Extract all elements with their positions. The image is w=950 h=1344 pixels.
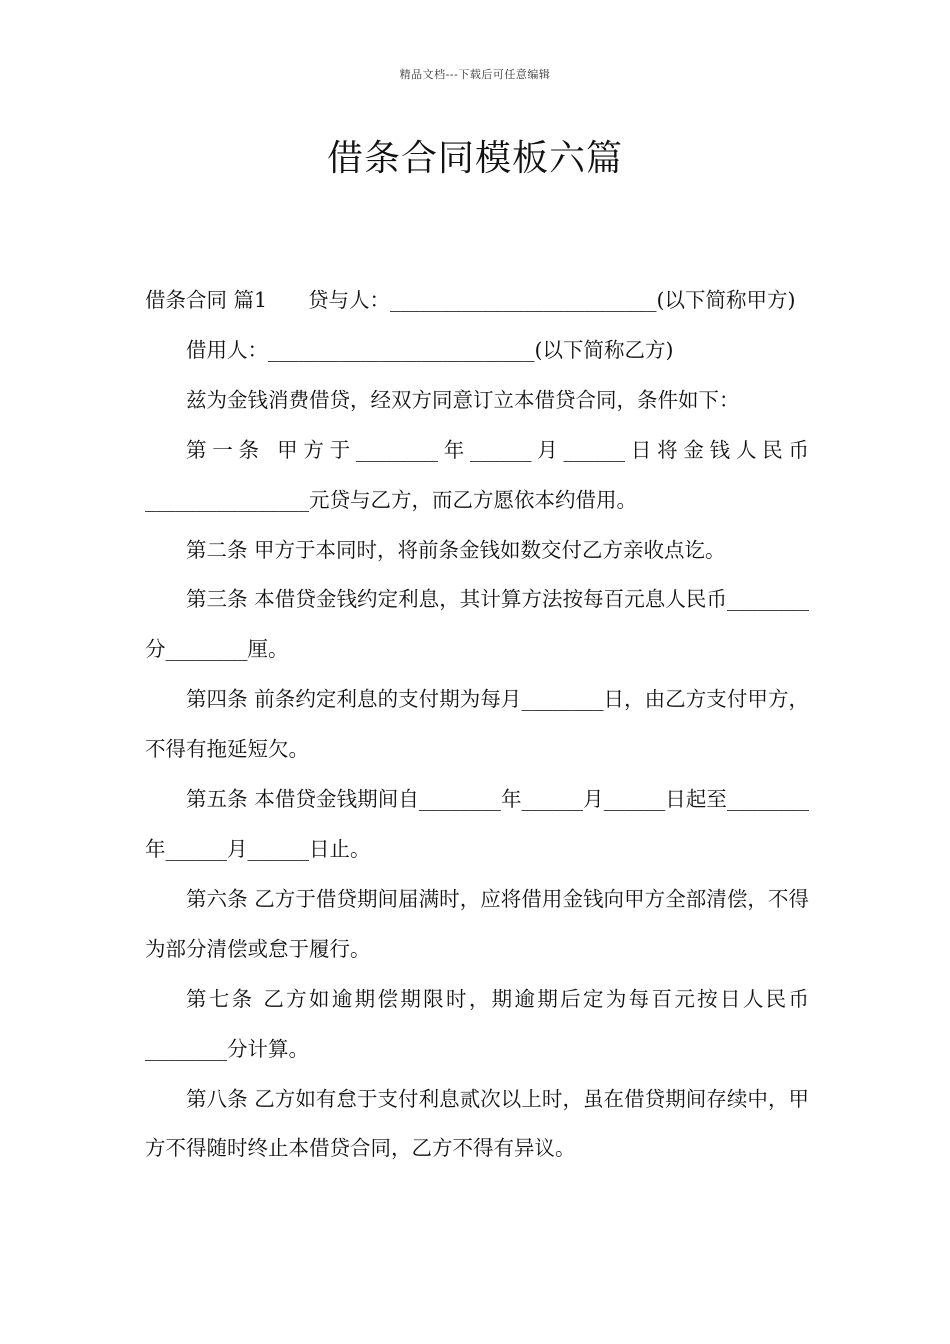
paragraph-article-7: 第七条 乙方如逾期偿期限时，期逾期后定为每百元按日人民币________分计算。 [145,986,809,1061]
paragraph-article-5: 第五条 本借贷金钱期间自________年______月______日起至________年______月______日止。 [145,787,809,861]
document-body [145,276,809,1174]
paragraph-article-1: 第一条 甲方于________年______月______日将金钱人民币________________元贷与乙方，而乙方愿依本约借用。 [145,437,809,512]
paragraph-article-2: 第二条 甲方于本同时，将前条金钱如数交付乙方亲收点讫。 [186,537,726,562]
document-title: 借条合同模板六篇 [326,138,623,179]
page-header: 精品文档---下载后可任意编辑 [399,68,551,81]
paragraph-article-4: 第四条 前条约定利息的支付期为每月________日，由乙方支付甲方，不得有拖延短欠。 [145,687,809,762]
paragraph-intro: 借条合同 篇1 贷与人：__________________________(以下简称甲方) [145,288,796,312]
paragraph-article-6: 第六条 乙方于借贷期间届满时，应将借用金钱向甲方全部清偿，不得为部分清偿或怠于履行。 [145,886,809,961]
paragraph-article-3: 第三条 本借贷金钱约定利息，其计算方法按每百元息人民币________分________厘。 [145,587,809,662]
paragraph-preamble: 兹为金钱消费借贷，经双方同意订立本借贷合同，条件如下： [186,387,740,412]
paragraph-article-8: 第八条 乙方如有怠于支付利息贰次以上时，虽在借贷期间存续中，甲方不得随时终止本借贷合同，乙方不得有异议。 [145,1086,809,1161]
paragraph-borrower: 借用人：__________________________(以下简称乙方) [186,337,674,362]
